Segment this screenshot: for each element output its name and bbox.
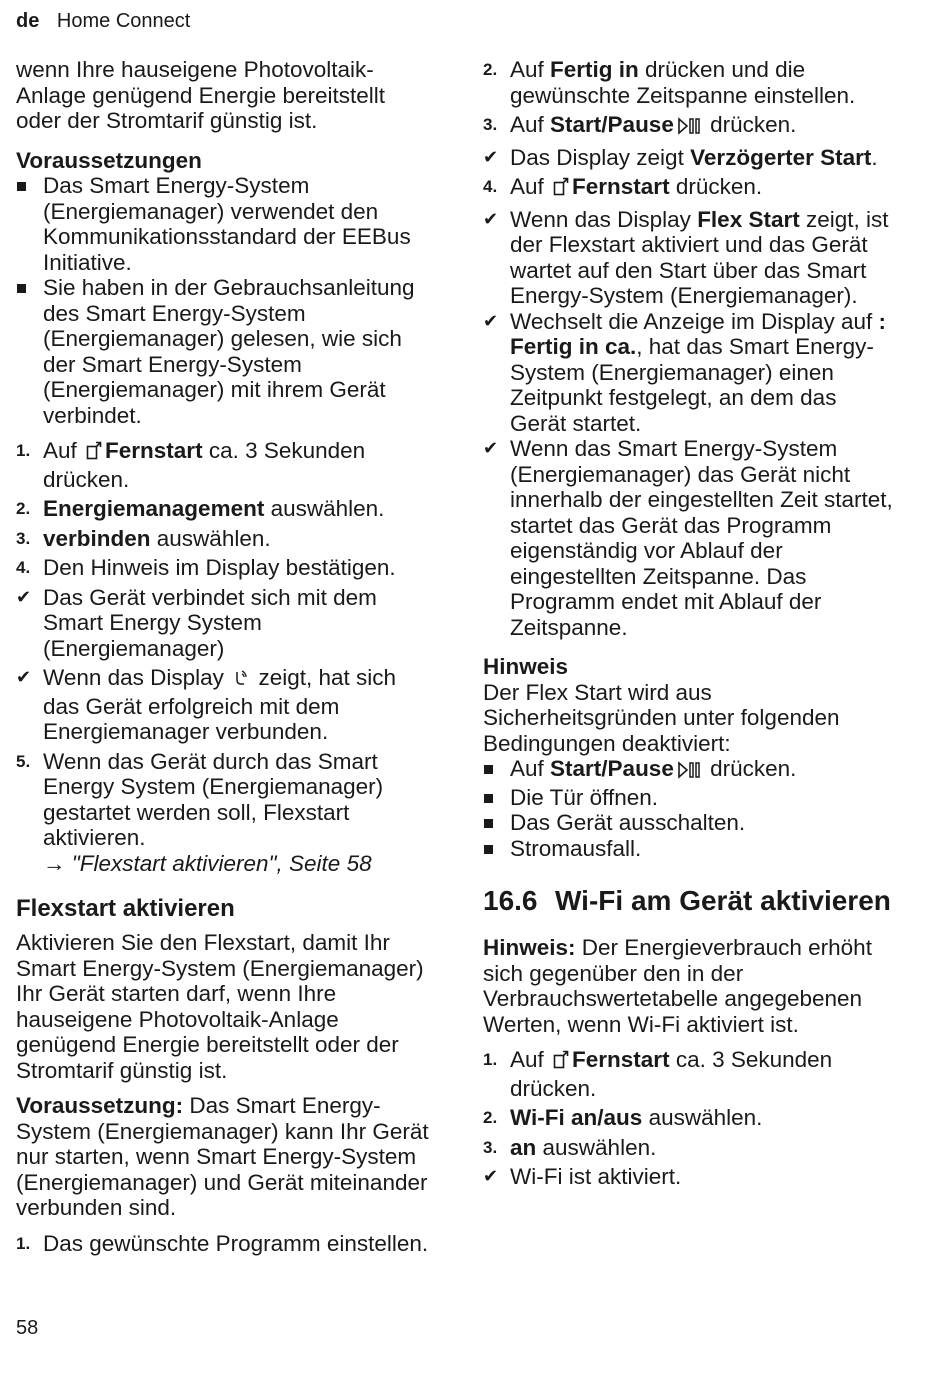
list-item: Sie haben in der Gebrauchsanleitung des Smart Energy-System (Energiemanager) gelesen, wie sich der Smart Energy-System (Energiemanager) mit ihrem Gerät verbindet. bbox=[43, 275, 415, 428]
prerequisites-heading: Voraussetzungen bbox=[16, 147, 202, 173]
step-2: 2. Energiemanagement auswählen. bbox=[16, 496, 385, 521]
language-label: de bbox=[16, 10, 40, 32]
remote-start-icon bbox=[86, 441, 102, 467]
left-column bbox=[16, 57, 436, 1256]
result-item: ✔ Das Display zeigt Verzögerter Start. bbox=[483, 144, 878, 170]
result-item: ✔ Wi-Fi ist aktiviert. bbox=[483, 1164, 682, 1189]
result-item: ✔ Wechselt die Anzeige im Display auf : Fertig in ca., hat das Smart Energy-System (Energiemanager) einen Zeitpunkt festgelegt, an dem das Gerät startet. bbox=[483, 308, 887, 436]
section-number: 16.6 bbox=[483, 885, 538, 916]
flexstart-prerequisite: Voraussetzung: Das Smart Energy-System (Energiemanager) kann Ihr Gerät nur starten, wenn Smart Energy-System (Energiemanager) und Gerät miteinander verbunden sind. bbox=[16, 1093, 429, 1220]
step-4: 4. Den Hinweis im Display bestätigen. bbox=[16, 555, 396, 580]
wifi-step-2: 2. Wi-Fi an/aus auswählen. bbox=[483, 1105, 763, 1130]
check-icon: ✔ bbox=[483, 146, 499, 167]
result-item: ✔ Wenn das Smart Energy-System (Energiemanager) das Gerät nicht innerhalb der eingestellten Zeit startet, startet das Gerät das Programm eigenständig vor Ablauf der eingestellten Zeitspanne. Das Programm endet mit Ablauf der Zeitspanne. bbox=[483, 436, 893, 640]
result-item: ✔ Das Gerät verbindet sich mit dem Smart Energy System (Energiemanager) bbox=[16, 584, 377, 661]
flexstart-heading: Flexstart aktivieren bbox=[16, 895, 235, 922]
page-number: 58 bbox=[16, 1317, 39, 1339]
step-5: 5. Wenn das Gerät durch das Smart Energy System (Energiemanager) gestartet werden soll, Flexstart aktivieren. bbox=[16, 748, 384, 850]
start-pause-icon bbox=[677, 115, 701, 141]
note-heading: Hinweis bbox=[483, 654, 569, 679]
wifi-step-1: 1. Auf Fernstart ca. 3 Sekunden drücken. bbox=[483, 1047, 833, 1101]
section-title bbox=[483, 885, 898, 917]
note-text: Der Flex Start wird aus Sicherheitsgründen unter folgenden Bedingungen deaktiviert: bbox=[483, 679, 840, 756]
wifi-note: Hinweis: Der Energieverbrauch erhöht sich gegenüber den in der Verbrauchswertetabelle angegebenen Werten, wenn Wi-Fi aktiviert ist. bbox=[483, 935, 872, 1037]
check-icon: ✔ bbox=[16, 586, 32, 607]
result-item: ✔ Wenn das Display zeigt, hat sich das Gerät erfolgreich mit dem Energiemanager verbunden. bbox=[16, 665, 397, 744]
flex-step-2: 2. Auf Fertig in drücken und die gewünschte Zeitspanne einstellen. bbox=[483, 57, 856, 108]
check-icon: ✔ bbox=[483, 438, 499, 458]
flex-step-1: 1. Das gewünschte Programm einstellen. bbox=[16, 1230, 429, 1256]
flex-step-4: 4. Auf Fernstart drücken. bbox=[483, 174, 898, 203]
check-icon: ✔ bbox=[16, 667, 32, 687]
check-icon: ✔ bbox=[483, 1166, 499, 1186]
connected-icon bbox=[233, 668, 249, 694]
remote-start-icon bbox=[553, 1050, 569, 1076]
step-3: 3. verbinden auswählen. bbox=[16, 525, 271, 551]
wifi-step-3: 3. an auswählen. bbox=[483, 1134, 657, 1160]
check-icon: ✔ bbox=[483, 310, 499, 331]
flexstart-intro: Aktivieren Sie den Flexstart, damit Ihr Smart Energy-System (Energiemanager) Ihr Gerät starten darf, wenn Ihre hauseigene Photovoltaik-Anlage genügend Energie bereitstellt oder der Stromtarif günstig ist. bbox=[16, 930, 424, 1083]
check-icon: ✔ bbox=[483, 208, 499, 229]
start-pause-icon bbox=[677, 759, 701, 785]
list-item: Das Gerät ausschalten. bbox=[510, 810, 746, 835]
page-header bbox=[16, 8, 190, 34]
header-title: Home Connect bbox=[56, 10, 191, 32]
right-column bbox=[483, 57, 898, 1190]
section-title-text: Wi-Fi am Gerät aktivieren bbox=[555, 885, 891, 916]
step-1: 1. Auf Fernstart ca. 3 Sekunden drücken. bbox=[16, 438, 366, 492]
list-item: Das Smart Energy-System (Energiemanager) verwendet den Kommunikationsstandard der EEBus Initiative. bbox=[43, 173, 411, 275]
result-item: ✔ Wenn das Display Flex Start zeigt, ist der Flexstart aktiviert und das Gerät wartet auf den Start über das Smart Energy-System (Energiemanager). bbox=[483, 206, 889, 308]
list-item: Stromausfall. bbox=[510, 835, 642, 861]
list-item: Auf Start/Pause drücken. bbox=[483, 756, 898, 785]
remote-start-icon bbox=[553, 177, 569, 203]
intro-text: wenn Ihre hauseigene Photovoltaik-Anlage genügend Energie bereitstellt oder der Stromtarif günstig ist. bbox=[16, 57, 386, 133]
flex-step-3: 3. Auf Start/Pause drücken. bbox=[483, 112, 898, 141]
cross-reference-link[interactable]: → "Flexstart aktivieren", Seite 58 bbox=[43, 850, 372, 876]
list-item: Die Tür öffnen. bbox=[510, 784, 659, 810]
